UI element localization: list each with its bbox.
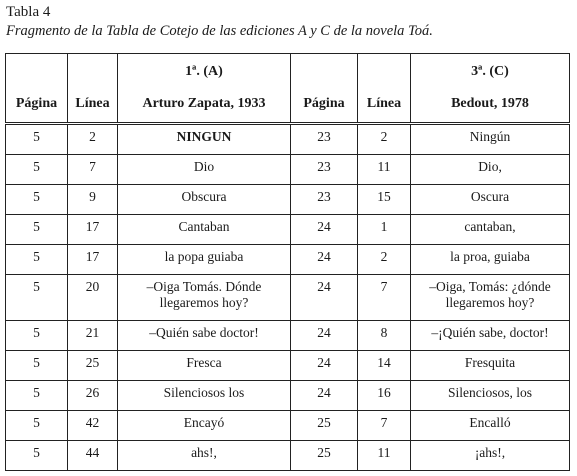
cell-text-c: –¡Quién sabe, doctor! xyxy=(411,321,570,351)
table-row xyxy=(6,411,570,441)
table-row xyxy=(6,185,570,215)
cell-text-a: NINGUN xyxy=(118,124,291,155)
cell-pagina-a: 5 xyxy=(6,321,68,351)
edition-c-publisher: Bedout, 1978 xyxy=(451,96,529,111)
cell-pagina-a: 5 xyxy=(6,215,68,245)
cell-text-a: Encayó xyxy=(118,411,291,441)
cell-pagina-c: 23 xyxy=(291,124,358,155)
cell-linea-a: 26 xyxy=(68,381,118,411)
table-row xyxy=(6,124,570,155)
cell-text-c: Oscura xyxy=(411,185,570,215)
cell-linea-a: 20 xyxy=(68,275,118,321)
table-body xyxy=(6,124,570,471)
cell-linea-c: 7 xyxy=(358,411,411,441)
cell-text-c: –Oiga, Tomás: ¿dónde llegaremos hoy? xyxy=(411,275,570,321)
cell-pagina-c: 24 xyxy=(291,381,358,411)
cell-text-c: Silenciosos, los xyxy=(411,381,570,411)
cell-linea-a: 9 xyxy=(68,185,118,215)
cell-linea-c: 16 xyxy=(358,381,411,411)
cell-text-a: Fresca xyxy=(118,351,291,381)
cell-text-c: Dio, xyxy=(411,155,570,185)
cell-linea-a: 7 xyxy=(68,155,118,185)
cell-text-c: la proa, guiaba xyxy=(411,245,570,275)
header-edition-c xyxy=(411,54,570,124)
cell-text-a: Obscura xyxy=(118,185,291,215)
header-linea-a: Línea xyxy=(68,54,118,124)
table-row xyxy=(6,155,570,185)
table-row xyxy=(6,381,570,411)
cell-linea-c: 1 xyxy=(358,215,411,245)
cell-linea-a: 44 xyxy=(68,441,118,471)
cell-pagina-c: 24 xyxy=(291,215,358,245)
cell-linea-a: 25 xyxy=(68,351,118,381)
cell-text-a: –Quién sabe doctor! xyxy=(118,321,291,351)
cell-text-a: Dio xyxy=(118,155,291,185)
cell-text-a: Silenciosos los xyxy=(118,381,291,411)
cell-text-a: Cantaban xyxy=(118,215,291,245)
table-row xyxy=(6,275,570,321)
header-pagina-a: Página xyxy=(6,54,68,124)
table-row xyxy=(6,351,570,381)
cell-text-c: ¡ahs!, xyxy=(411,441,570,471)
cell-linea-c: 2 xyxy=(358,245,411,275)
cell-linea-c: 11 xyxy=(358,441,411,471)
cell-linea-a: 17 xyxy=(68,245,118,275)
cell-linea-a: 42 xyxy=(68,411,118,441)
table-title: Fragmento de la Tabla de Cotejo de las ediciones A y C de la novela Toá. xyxy=(6,23,433,39)
edition-a-publisher: Arturo Zapata, 1933 xyxy=(142,96,266,111)
cell-pagina-a: 5 xyxy=(6,124,68,155)
cell-linea-a: 21 xyxy=(68,321,118,351)
cell-linea-a: 2 xyxy=(68,124,118,155)
cell-pagina-a: 5 xyxy=(6,381,68,411)
table-row xyxy=(6,321,570,351)
header-edition-a xyxy=(118,54,291,124)
cell-text-c: cantaban, xyxy=(411,215,570,245)
cell-text-c: Ningún xyxy=(411,124,570,155)
cell-linea-c: 11 xyxy=(358,155,411,185)
cell-text-a: ahs!, xyxy=(118,441,291,471)
table-label: Tabla 4 xyxy=(6,4,51,20)
cell-pagina-a: 5 xyxy=(6,155,68,185)
table-row xyxy=(6,245,570,275)
cell-pagina-a: 5 xyxy=(6,441,68,471)
cell-linea-c: 14 xyxy=(358,351,411,381)
cell-text-a: –Oiga Tomás. Dónde llegaremos hoy? xyxy=(118,275,291,321)
table-header-row xyxy=(6,54,570,124)
cell-pagina-c: 23 xyxy=(291,155,358,185)
cell-pagina-c: 24 xyxy=(291,275,358,321)
cell-pagina-c: 24 xyxy=(291,245,358,275)
cell-pagina-a: 5 xyxy=(6,411,68,441)
cell-text-c: Encalló xyxy=(411,411,570,441)
cell-pagina-a: 5 xyxy=(6,351,68,381)
table-row xyxy=(6,441,570,471)
edition-a-number: 1ª. (A) xyxy=(185,64,223,79)
cell-linea-a: 17 xyxy=(68,215,118,245)
cell-linea-c: 15 xyxy=(358,185,411,215)
cell-linea-c: 2 xyxy=(358,124,411,155)
cell-linea-c: 8 xyxy=(358,321,411,351)
cell-pagina-a: 5 xyxy=(6,275,68,321)
cell-pagina-c: 25 xyxy=(291,411,358,441)
table-caption xyxy=(6,3,433,40)
edition-c-number: 3ª. (C) xyxy=(471,64,509,79)
header-pagina-c: Página xyxy=(291,54,358,124)
collation-table xyxy=(5,53,570,471)
cell-text-c: Fresquita xyxy=(411,351,570,381)
cell-linea-c: 7 xyxy=(358,275,411,321)
header-linea-c: Línea xyxy=(358,54,411,124)
cell-pagina-c: 24 xyxy=(291,321,358,351)
cell-pagina-a: 5 xyxy=(6,185,68,215)
cell-pagina-a: 5 xyxy=(6,245,68,275)
cell-text-a: la popa guiaba xyxy=(118,245,291,275)
cell-pagina-c: 24 xyxy=(291,351,358,381)
cell-pagina-c: 23 xyxy=(291,185,358,215)
table-row xyxy=(6,215,570,245)
cell-pagina-c: 25 xyxy=(291,441,358,471)
